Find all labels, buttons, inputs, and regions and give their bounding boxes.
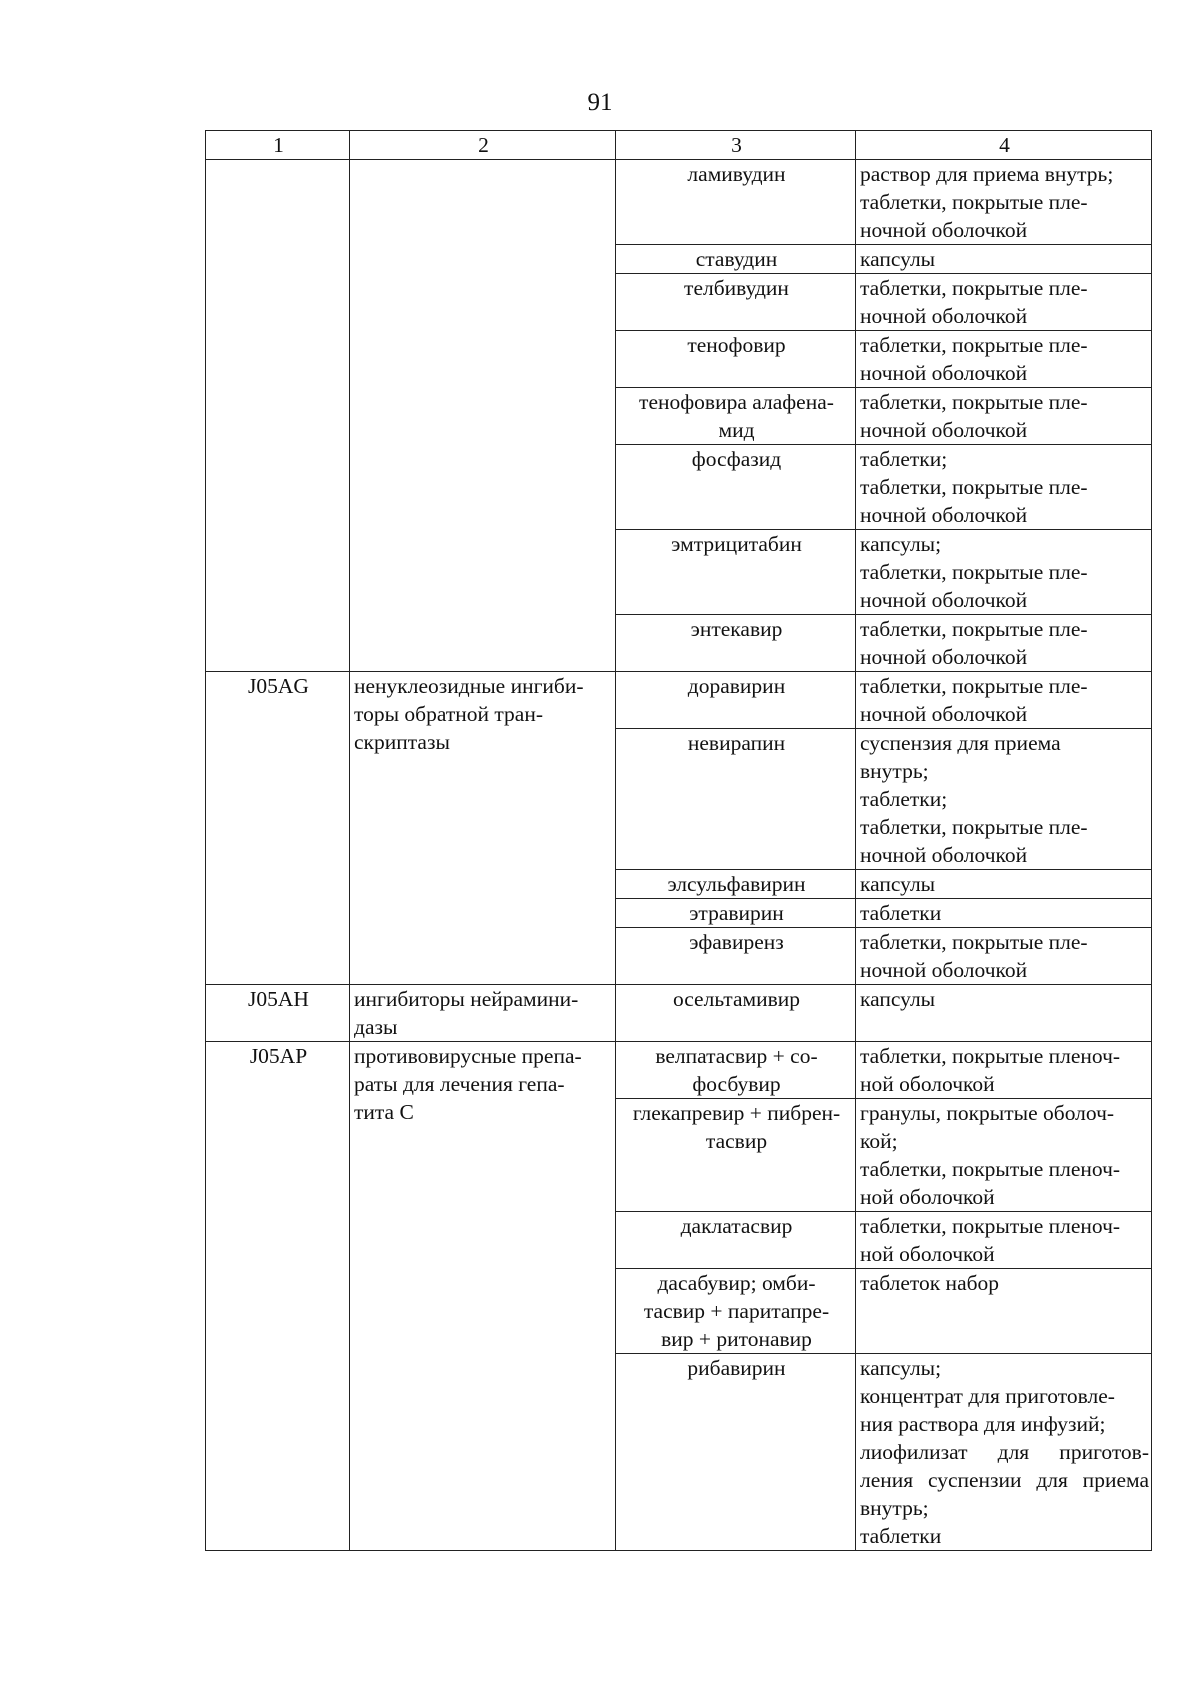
drug-name-cell (616, 530, 856, 615)
cell-text-line: тита С (354, 1100, 414, 1124)
cell-text-line: таблетки (860, 901, 942, 925)
cell-text-line: глекапревир + пибрен- (632, 1101, 841, 1125)
medication-table (205, 130, 1152, 1551)
dosage-form-cell (856, 1212, 1152, 1269)
cell-text-line: фосбувир (692, 1072, 781, 1096)
cell-text-line: противовирусные препа- (354, 1044, 582, 1068)
drug-name-cell (616, 985, 856, 1042)
cell-text-line: ночной оболочкой (860, 843, 1028, 867)
cell-text-line: элсульфавирин (667, 872, 806, 896)
drug-name-cell (616, 245, 856, 274)
drug-name-cell (616, 1042, 856, 1099)
dosage-form-cell (856, 331, 1152, 388)
cell-text-line: суспензия для приема (860, 731, 1061, 755)
dosage-form-cell (856, 1269, 1152, 1354)
drug-name-cell (616, 899, 856, 928)
cell-text-line: раствор для приема внутрь; (860, 162, 1114, 186)
cell-text-line: таблетки, покрытые пле- (860, 276, 1088, 300)
cell-text-line: тенофовира алафена- (639, 390, 834, 414)
cell-text-line: рибавирин (687, 1356, 786, 1380)
cell-text-line: эмтрицитабин (671, 532, 802, 556)
group-name-cell (350, 1042, 616, 1551)
cell-text-line: ночной оболочкой (860, 418, 1028, 442)
dosage-form-cell (856, 870, 1152, 899)
cell-text-line: таблетки, покрытые пле- (860, 390, 1088, 414)
column-header: 1 (206, 131, 350, 160)
drug-name-cell (616, 331, 856, 388)
cell-text-line: ночной оболочкой (860, 304, 1028, 328)
cell-text-line: тасвир + паритапре- (643, 1299, 830, 1323)
cell-text-line: ночной оболочкой (860, 361, 1028, 385)
cell-text-line: таблетки, покрытые пле- (860, 333, 1088, 357)
dosage-form-cell (856, 1099, 1152, 1212)
cell-text-line: капсулы; (860, 1356, 942, 1380)
table-header-row (206, 131, 1152, 160)
drug-name-cell (616, 928, 856, 985)
dosage-form-cell (856, 245, 1152, 274)
drug-name-cell (616, 729, 856, 870)
cell-text-line: таблетки, покрытые пле- (860, 190, 1088, 214)
atc-code-cell: J05AP (206, 1042, 350, 1551)
column-header: 2 (350, 131, 616, 160)
table-row (206, 160, 1152, 245)
column-header: 3 (616, 131, 856, 160)
table-row (206, 985, 1152, 1042)
dosage-form-cell (856, 672, 1152, 729)
drug-name-cell (616, 274, 856, 331)
dosage-form-cell (856, 388, 1152, 445)
cell-text-line: ингибиторы нейрамини- (354, 987, 579, 1011)
table-row (206, 1042, 1152, 1099)
cell-text-line: фосфазид (691, 447, 782, 471)
dosage-form-cell (856, 899, 1152, 928)
cell-text-line: таблетки, покрытые пле- (860, 815, 1088, 839)
cell-text-line: таблетки (860, 1524, 942, 1548)
cell-text-line: ночной оболочкой (860, 503, 1028, 527)
drug-name-cell (616, 615, 856, 672)
dosage-form-cell (856, 1042, 1152, 1099)
cell-text-line: скриптазы (354, 730, 450, 754)
cell-text-line: таблетки, покрытые пле- (860, 674, 1088, 698)
cell-text-line: велпатасвир + со- (655, 1044, 818, 1068)
cell-text-line: лиофилизат для приготов- (860, 1440, 1149, 1464)
cell-text-line: капсулы (860, 987, 936, 1011)
cell-text-line: капсулы; (860, 532, 942, 556)
cell-text-line: даклатасвир (680, 1214, 793, 1238)
cell-text-line: дасабувир; омби- (657, 1271, 816, 1295)
cell-text-line: ночной оболочкой (860, 958, 1028, 982)
cell-text-line: таблетки, покрытые пле- (860, 560, 1088, 584)
group-name-cell (350, 160, 616, 672)
drug-name-cell (616, 870, 856, 899)
cell-text-line: телбивудин (684, 276, 789, 300)
cell-text-line: внутрь; (860, 1496, 929, 1520)
cell-text-line: таблетки, покрытые пленоч- (860, 1214, 1121, 1238)
cell-text-line: ления суспензии для приема (860, 1468, 1149, 1492)
drug-name-cell (616, 672, 856, 729)
cell-text-line: ламивудин (687, 162, 786, 186)
drug-name-cell (616, 388, 856, 445)
cell-text-line: таблетки, покрытые пле- (860, 617, 1088, 641)
cell-text-line: таблетки, покрытые пленоч- (860, 1157, 1121, 1181)
cell-text-line: кой; (860, 1129, 898, 1153)
cell-text-line: ненуклеозидные ингиби- (354, 674, 584, 698)
cell-text-line: таблетки, покрытые пле- (860, 930, 1088, 954)
cell-text-line: тенофовир (687, 333, 786, 357)
dosage-form-cell (856, 274, 1152, 331)
column-header: 4 (856, 131, 1152, 160)
cell-text-line: концентрат для приготовле- (860, 1384, 1115, 1408)
atc-code-cell (206, 160, 350, 672)
cell-text-line: дазы (354, 1015, 398, 1039)
cell-text-line: осельтамивир (672, 987, 801, 1011)
group-name-cell (350, 985, 616, 1042)
cell-text-line: ночной оболочкой (860, 588, 1028, 612)
table-row (206, 672, 1152, 729)
cell-text-line: таблетки, покрытые пленоч- (860, 1044, 1121, 1068)
cell-text-line: таблетки; (860, 787, 948, 811)
cell-text-line: торы обратной тран- (354, 702, 544, 726)
dosage-form-cell (856, 928, 1152, 985)
cell-text-line: невирапин (687, 731, 786, 755)
cell-text-line: ставудин (695, 247, 778, 271)
drug-name-cell (616, 1212, 856, 1269)
dosage-form-cell (856, 985, 1152, 1042)
cell-text-line: таблетки, покрытые пле- (860, 475, 1088, 499)
dosage-form-cell (856, 160, 1152, 245)
cell-text-line: капсулы (860, 872, 936, 896)
cell-text-line: ной оболочкой (860, 1242, 995, 1266)
dosage-form-cell (856, 1354, 1152, 1551)
atc-code-cell: J05AG (206, 672, 350, 985)
cell-text-line: ной оболочкой (860, 1072, 995, 1096)
dosage-form-cell (856, 445, 1152, 530)
cell-text-line: капсулы (860, 247, 936, 271)
cell-text-line: таблеток набор (860, 1271, 1000, 1295)
drug-name-cell (616, 1099, 856, 1212)
cell-text-line: ночной оболочкой (860, 218, 1028, 242)
drug-name-cell (616, 1354, 856, 1551)
drug-name-cell (616, 445, 856, 530)
cell-text-line: ной оболочкой (860, 1185, 995, 1209)
cell-text-line: внутрь; (860, 759, 929, 783)
cell-text-line: вир + ритонавир (661, 1327, 812, 1351)
cell-text-line: этравирин (689, 901, 784, 925)
atc-code-cell: J05AH (206, 985, 350, 1042)
cell-text-line: доравирин (687, 674, 786, 698)
cell-text-line: раты для лечения гепа- (354, 1072, 565, 1096)
dosage-form-cell (856, 615, 1152, 672)
page-number: 91 (587, 89, 613, 116)
cell-text-line: ния раствора для инфузий; (860, 1412, 1106, 1436)
cell-text-line: ночной оболочкой (860, 702, 1028, 726)
cell-text-line: таблетки; (860, 447, 948, 471)
cell-text-line: эфавиренз (689, 930, 784, 954)
cell-text-line: тасвир (705, 1129, 768, 1153)
drug-name-cell (616, 160, 856, 245)
cell-text-line: ночной оболочкой (860, 645, 1028, 669)
group-name-cell (350, 672, 616, 985)
dosage-form-cell (856, 530, 1152, 615)
drug-name-cell (616, 1269, 856, 1354)
cell-text-line: энтекавир (690, 617, 783, 641)
cell-text-line: гранулы, покрытые оболоч- (860, 1101, 1115, 1125)
cell-text-line: мид (718, 418, 755, 442)
dosage-form-cell (856, 729, 1152, 870)
